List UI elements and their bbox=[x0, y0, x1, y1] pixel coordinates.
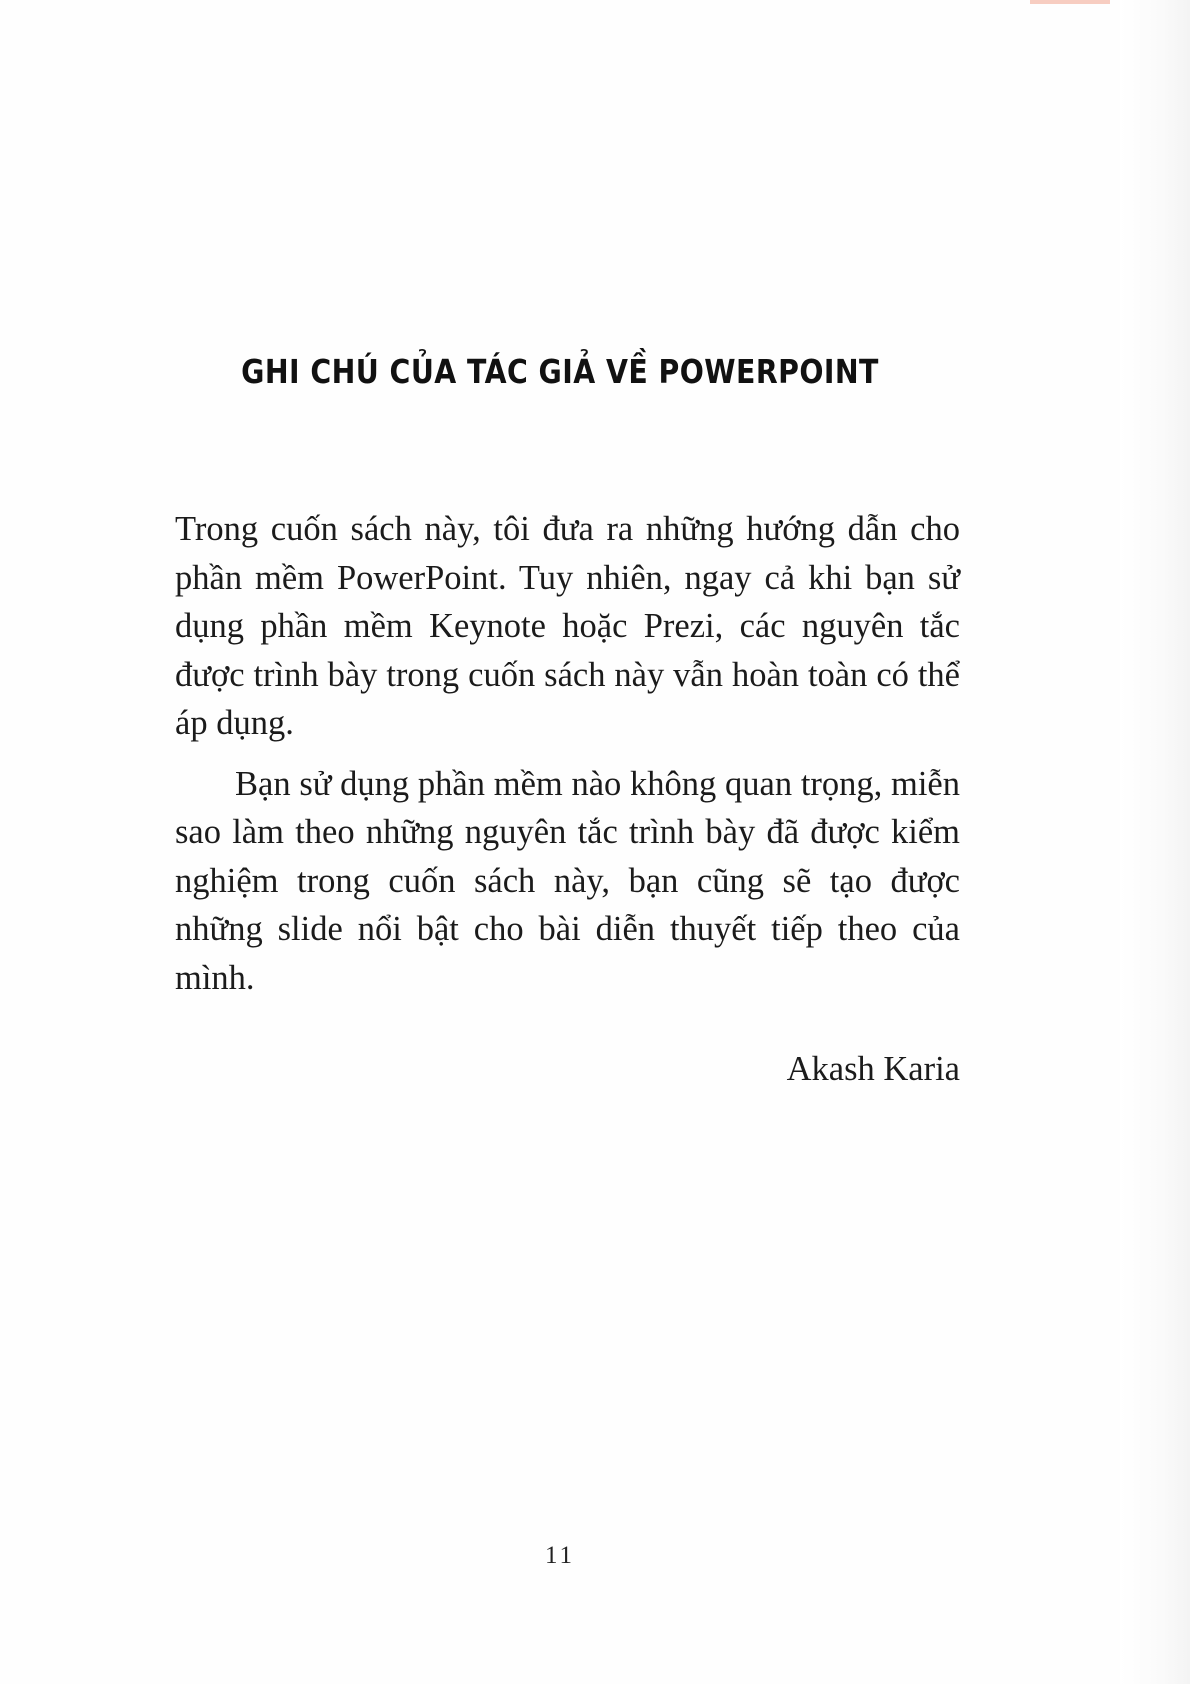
author-signature: Akash Karia bbox=[786, 1050, 960, 1088]
paragraph-1: Trong cuốn sách này, tôi đưa ra những hướng dẫn cho phần mềm PowerPoint. Tuy nhiên, ngay cả khi bạn sử dụng phần mềm Keynote hoặc Prezi, các nguyên tắc được trình bày trong cuốn sách này vẫn hoàn toàn có thể áp dụng. bbox=[175, 510, 960, 742]
page-title: GHI CHÚ CỦA TÁC GIẢ VỀ POWERPOINT bbox=[241, 352, 879, 391]
paragraph-2: Bạn sử dụng phần mềm nào không quan trọng, miễn sao làm theo những nguyên tắc trình bày đã được kiểm nghiệm trong cuốn sách này, bạn cũng sẽ tạo được những slide nổi bật cho bài diễn thuyết tiếp theo của mình. bbox=[175, 764, 960, 997]
edge-color-mark bbox=[1030, 0, 1110, 4]
body-text bbox=[175, 505, 960, 1014]
page-edge-margin bbox=[1120, 0, 1190, 1684]
page-number: 11 bbox=[544, 1542, 576, 1569]
